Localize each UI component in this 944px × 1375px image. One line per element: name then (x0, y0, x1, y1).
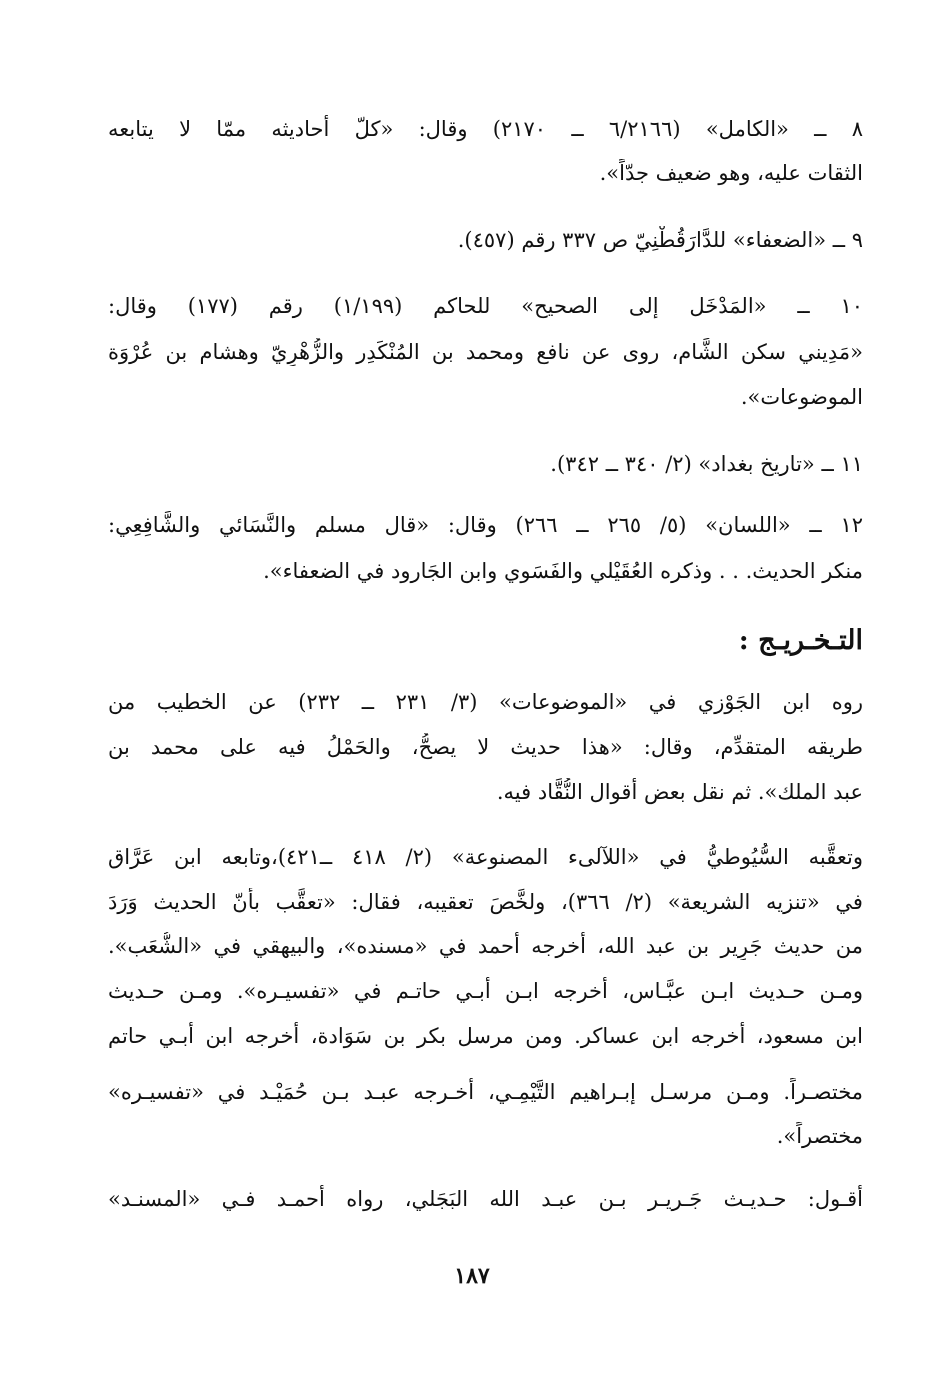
note-11-line-1: ١١ ــ «تاريخ بغداد» (٢/ ٣٤٠ ــ ٣٤٢). (550, 452, 863, 476)
page-number: ١٨٧ (454, 1263, 490, 1289)
note-12-line-2: منكر الحديث. . . وذكره العُقَيْلي والفَسَوي وابن الجَارود في الضعفاء». (263, 559, 863, 583)
note-12-line-1: ١٢ ــ «اللسان» (٥/ ٢٦٥ ــ ٢٦٦) وقال: «قال مسلم والنَّسَائي والشَّافِعِي: (108, 513, 863, 537)
note-10-line-2: «مَدِيني سكن الشَّام، روى عن نافع ومحمد بن المُنْكَدِر والزُّهْرِيّ وهشام بن عُرْوَة (108, 340, 863, 364)
paragraph-2-line-7: مختصراً». (776, 1124, 863, 1148)
note-10-line-3: الموضوعات». (740, 385, 863, 409)
paragraph-2-line-5: ابن مسعود، أخرجه ابن عساكر. ومن مرسل بكر بن سَوَادة، أخرجه ابن أبـي حاتم (108, 1024, 863, 1048)
note-8-line-1: ٨ ــ «الكامل» (٦/٢١٦٦ ــ ٢١٧٠) وقال: «كلّ أحاديثه ممّا لا يتابعه (108, 117, 863, 141)
paragraph-2-line-3: من حديث جَرِير بن عبد الله، أخرجه أحمد في «مسنده»، والبيهقي في «الشُّعَب». (108, 934, 863, 958)
note-9-line-1: ٩ ــ «الضعفاء» للدَّارَقُطْنِيّ ص ٣٣٧ رقم (٤٥٧). (457, 228, 863, 252)
paragraph-1-line-2: طريقه المتقدِّم، وقال: «هذا حديث لا يصحُّ، والحَمْلُ فيه على محمد بن (108, 735, 863, 759)
note-10-line-1: ١٠ ــ «المَدْخَل إلى الصحيح» للحاكم (١/١٩٩) رقم (١٧٧) وقال: (108, 294, 863, 318)
section-heading: التـخـريـج : (738, 625, 863, 656)
paragraph-2-line-1: وتعقَّبه السُّيُوطيُّ في «اللآلىء المصنوعة» (٢/ ٤١٨ ــ٤٢١)،وتابعه ابن عَرَّاق (108, 845, 863, 869)
paragraph-1-line-3: عبد الملك». ثم نقل بعض أقوال النُّقَّاد فيه. (496, 780, 863, 804)
paragraph-2-line-6: مختصـراً. ومـن مرسـل إبـراهيم التَّيْمِـي، أخـرجه عبـد بـن حُمَيْـد في «تفسيـره» (108, 1080, 863, 1104)
paragraph-2-line-2: في «تنزيه الشريعة» (٢/ ٣٦٦)، ولخَّصَ تعقيبه، فقال: «تعقَّب بأنّ الحديث وَرَدَ (108, 890, 863, 914)
paragraph-2-line-4: ومـن حـديث ابـن عبَّـاس، أخرجه ابـن أبـي حاتـم في «تفسيـره». ومـن حـديث (108, 979, 863, 1003)
paragraph-1-line-1: روه ابن الجَوْزي في «الموضوعات» (٣/ ٢٣١ ــ ٢٣٢) عن الخطيب من (108, 690, 863, 714)
paragraph-3-line-1: أقـول: حـديـث جَـريـر بـن عبـد الله البَجَلي، رواه أحمـد فـي «المسنـد» (108, 1187, 863, 1211)
note-8-line-2: الثقات عليه، وهو ضعيف جدّاً». (599, 161, 863, 185)
